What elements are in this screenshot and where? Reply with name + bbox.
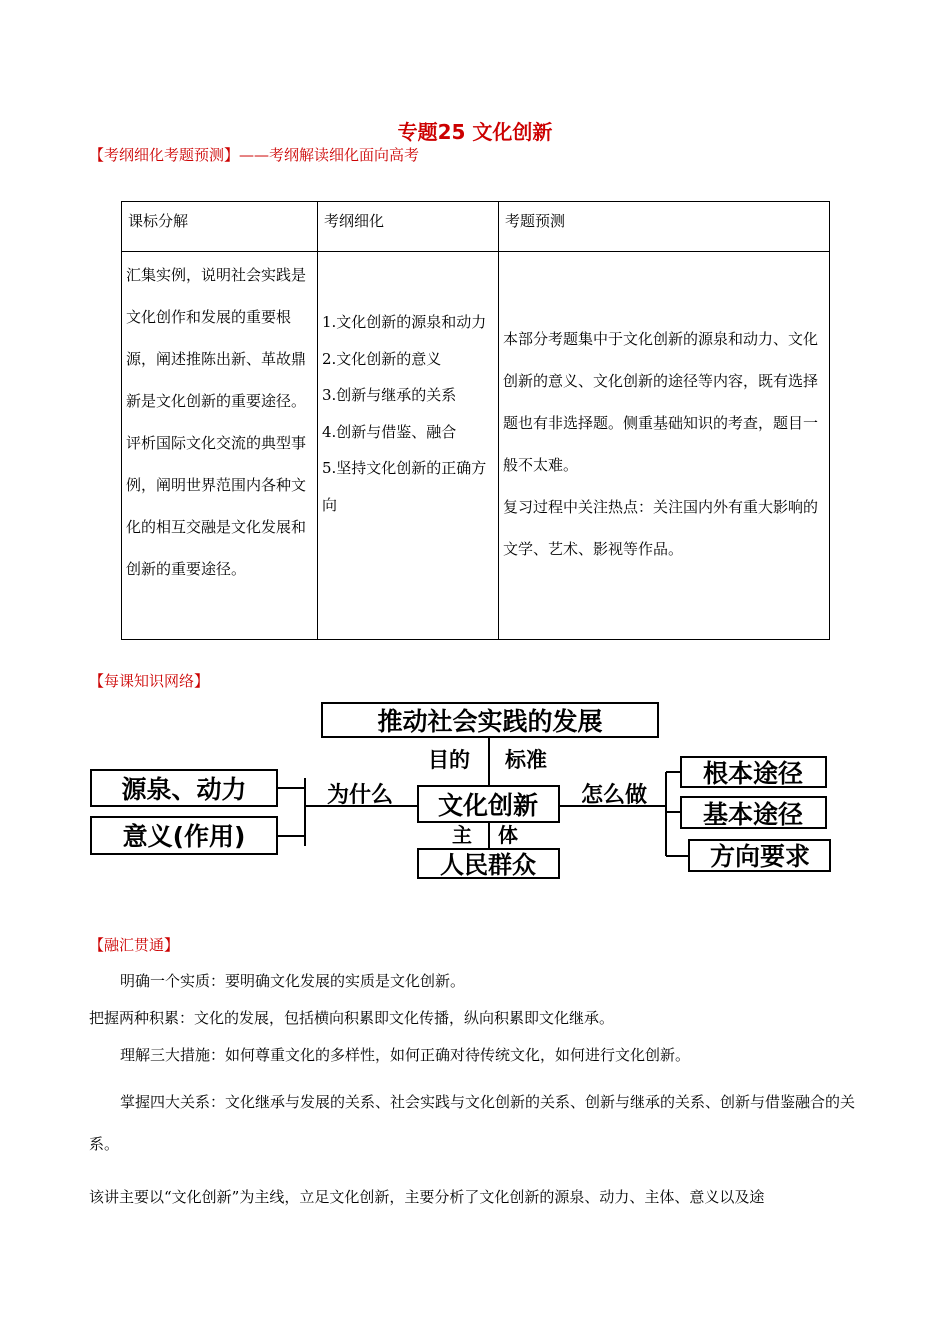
synthesis-paragraph: 把握两种积累：文化的发展，包括横向积累即文化传播，纵向积累即文化继承。 [89, 1009, 615, 1027]
table-header-row [122, 202, 830, 252]
diagram-purpose-label: 目的 [428, 748, 470, 772]
synthesis-paragraph: 掌握四大关系：文化继承与发展的关系、社会实践与文化创新的关系、创新与继承的关系、创新与借鉴融合的关系。 [89, 1093, 856, 1153]
diagram-subject-left-label: 主 [452, 823, 472, 847]
standard-breakdown-cell: 汇集实例，说明社会实践是文化创作和发展的重要根源，阐述推陈出新、革故鼎新是文化创新的重要途径。评析国际文化交流的典型事例，阐明世界范围内各种文化的相互交融是文化发展和创新的重要途径。 [122, 252, 318, 640]
section-header-network: 【每课知识网络】 [89, 672, 210, 690]
diagram-how-label: 怎么做 [580, 783, 648, 808]
table-header-cell: 考题预测 [499, 202, 830, 252]
diagram-left-box-label: 意义(作用) [122, 822, 246, 851]
diagram-right-box-label: 方向要求 [709, 842, 811, 871]
outline-table [121, 201, 830, 640]
page-title: 专题25 文化创新 [397, 120, 553, 144]
forecast-paragraph: 本部分考题集中于文化创新的源泉和动力、文化创新的意义、文化创新的途径等内容，既有选择题也有非选择题。侧重基础知识的考查，题目一般不太难。 [503, 330, 819, 474]
forecast-paragraph: 复习过程中关注热点：关注国内外有重大影响的文学、艺术、影视等作品。 [503, 498, 819, 558]
synthesis-paragraph: 明确一个实质：要明确文化发展的实质是文化创新。 [120, 972, 466, 990]
section-header-outline [89, 144, 419, 165]
diagram-top-label: 推动社会实践的发展 [377, 707, 603, 736]
table-header-cell: 考纲细化 [318, 202, 499, 252]
exam-forecast-cell [499, 252, 830, 640]
diagram-bottom-label: 人民群众 [440, 851, 536, 879]
diagram-center-label: 文化创新 [437, 791, 539, 820]
outline-item: 2.文化创新的意义 [322, 349, 442, 368]
section-header-synthesis: 【融汇贯通】 [89, 936, 180, 954]
outline-detail-cell [318, 252, 499, 640]
synthesis-paragraph: 理解三大措施：如何尊重文化的多样性，如何正确对待传统文化，如何进行文化创新。 [120, 1046, 691, 1064]
diagram-right-box-label: 根本途径 [702, 759, 804, 788]
section-header-outline-sub: ——考纲解读细化面向高考 [239, 146, 420, 164]
diagram-right-box-label: 基本途径 [702, 800, 804, 829]
diagram-subject-right-label: 体 [498, 823, 518, 847]
diagram-why-label: 为什么 [326, 783, 394, 808]
table-header-cell: 课标分解 [122, 202, 318, 252]
synthesis-paragraph: 该讲主要以“文化创新”为主线，立足文化创新，主要分析了文化创新的源泉、动力、主体、意义以及途 [89, 1188, 765, 1206]
outline-item: 4.创新与借鉴、融合 [322, 422, 457, 441]
table-row [122, 252, 830, 640]
diagram-standard-label: 标准 [505, 748, 547, 772]
knowledge-network-diagram [0, 690, 950, 890]
diagram-left-box-label: 源泉、动力 [121, 775, 247, 804]
section-header-outline-label: 【考纲细化考题预测】 [89, 146, 240, 164]
outline-item: 3.创新与继承的关系 [322, 386, 457, 404]
outline-item: 5.坚持文化创新的正确方向 [322, 459, 487, 514]
outline-item: 1.文化创新的源泉和动力 [322, 313, 487, 331]
